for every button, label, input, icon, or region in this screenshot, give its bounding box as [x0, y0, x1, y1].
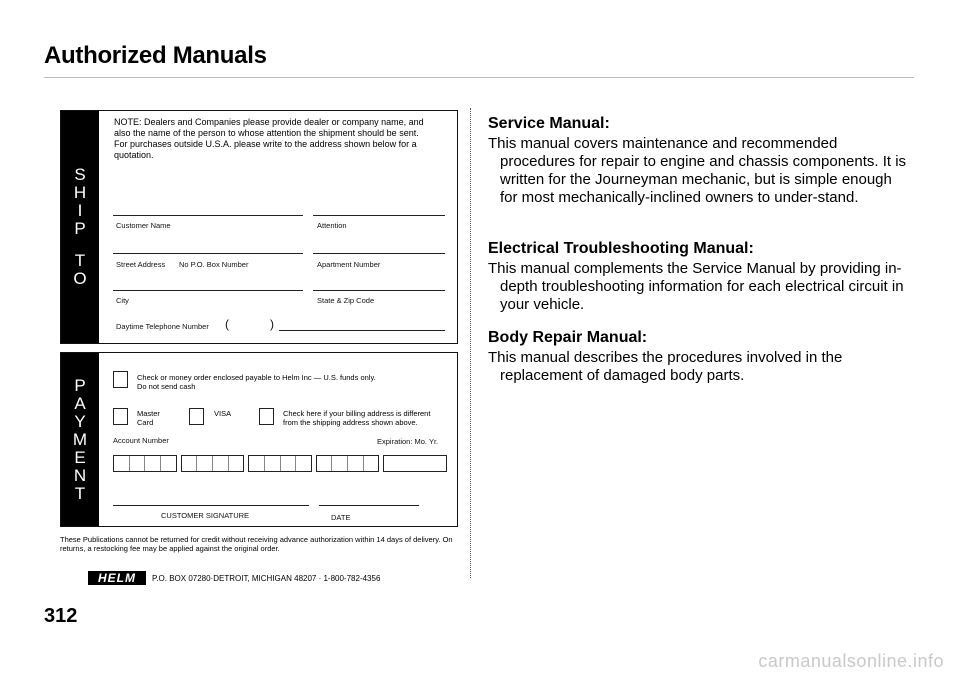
date-label: DATE [331, 513, 351, 522]
visa-checkbox[interactable] [189, 408, 204, 425]
payment-side-label: P A Y M E N T [61, 353, 99, 526]
section-heading: Electrical Troubleshooting Manual: [488, 240, 754, 257]
customer-name-line[interactable] [113, 215, 303, 216]
mastercard-checkbox[interactable] [113, 408, 128, 425]
account-digit-group[interactable] [181, 455, 245, 472]
apartment-label: Apartment Number [317, 260, 381, 269]
no-po-box-label: No P.O. Box Number [179, 260, 249, 269]
account-digit-group[interactable] [248, 455, 312, 472]
helm-address: P.O. BOX 07280·DETROIT, MICHIGAN 48207 · 1-800-782-4356 [152, 574, 381, 583]
body-repair-manual-section [488, 329, 913, 385]
service-manual-section [488, 115, 913, 207]
page-title: Authorized Manuals [44, 42, 267, 69]
city-line[interactable] [113, 290, 303, 291]
state-zip-label: State & Zip Code [317, 296, 375, 305]
electrical-manual-section [488, 240, 913, 314]
phone-line[interactable] [279, 330, 445, 331]
customer-signature-label: CUSTOMER SIGNATURE [161, 511, 250, 520]
daytime-phone-label: Daytime Telephone Number [116, 322, 209, 331]
state-zip-line[interactable] [313, 290, 445, 291]
expiration-label: Expiration: Mo. Yr. [377, 437, 439, 446]
account-number-label: Account Number [113, 436, 169, 445]
section-body: This manual covers maintenance and recommended procedures for repair to engine and chassis components. It is written for the Journeyman mechanic, but is simple enough for most mechanically-inclined owners to under-stand. [488, 135, 907, 206]
helm-logo: HELM [88, 571, 146, 585]
city-label: City [116, 296, 129, 305]
account-digit-group[interactable] [316, 455, 380, 472]
ship-to-side-label: S H I P T O [61, 111, 99, 343]
customer-name-label: Customer Name [116, 221, 171, 230]
attention-line[interactable] [313, 215, 445, 216]
street-address-line[interactable] [113, 253, 303, 254]
attention-label: Attention [317, 221, 347, 230]
apartment-line[interactable] [313, 253, 445, 254]
page-number: 312 [44, 605, 78, 627]
payment-form [60, 352, 458, 527]
mastercard-label: Master Card [137, 409, 160, 427]
ship-to-form [60, 110, 458, 344]
section-heading: Body Repair Manual: [488, 329, 648, 346]
street-address-label: Street Address [116, 260, 166, 269]
check-money-order-checkbox[interactable] [113, 371, 128, 388]
phone-paren-close: ) [270, 317, 274, 331]
phone-paren-open: ( [225, 317, 229, 331]
check-money-order-text: Check or money order enclosed payable to Helm Inc — U.S. funds only. Do not send cash [137, 373, 376, 391]
visa-label: VISA [214, 409, 232, 418]
expiration-box[interactable] [383, 455, 447, 472]
date-line[interactable] [319, 505, 419, 506]
watermark: carmanualsonline.info [758, 651, 944, 671]
billing-address-checkbox[interactable] [259, 408, 274, 425]
column-divider [470, 108, 471, 578]
dealer-note: NOTE: Dealers and Companies please provide dealer or company name, and also the name of the person to whose attention the shipment should be sent. For purchases outside U.S.A. please write to the address shown below for a quotation. [114, 117, 424, 160]
signature-line[interactable] [113, 505, 309, 506]
account-number-boxes[interactable] [113, 455, 447, 472]
return-policy-text: These Publications cannot be returned for credit without receiving advance authorization within 14 days of delivery. On returns, a restocking fee may be applied against the original order. [60, 535, 453, 553]
section-body: This manual describes the procedures involved in the replacement of damaged body parts. [488, 349, 843, 384]
section-body: This manual complements the Service Manual by providing in-depth troubleshooting information for each electrical circuit in your vehicle. [488, 260, 904, 313]
account-digit-group[interactable] [113, 455, 177, 472]
section-heading: Service Manual: [488, 115, 610, 132]
header-rule [44, 77, 914, 78]
billing-address-text: Check here if your billing address is different from the shipping address shown above. [283, 409, 431, 427]
